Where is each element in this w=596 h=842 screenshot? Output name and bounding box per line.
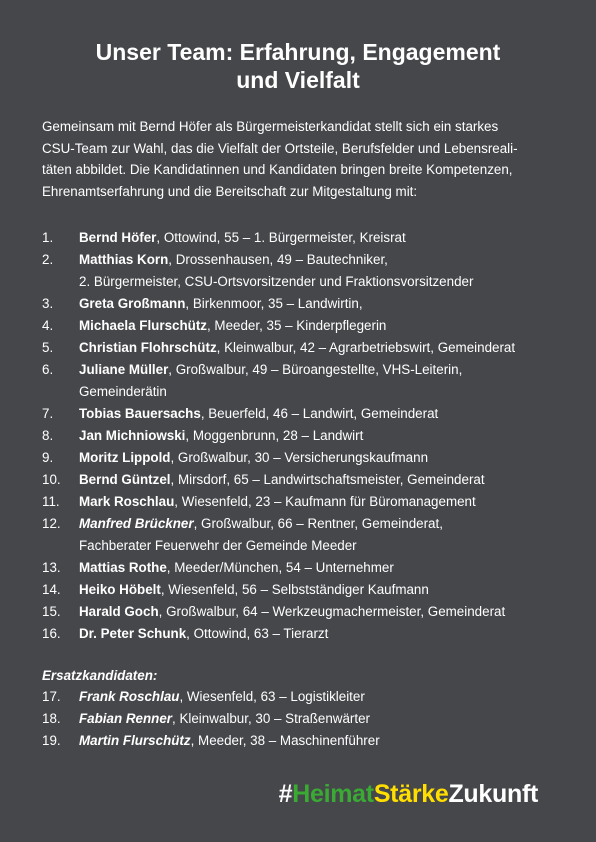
candidate-detail: , Beuerfeld, 46 – Landwirt, Gemeinderat [200,406,439,421]
candidate-name: Moritz Lippold [79,450,171,465]
candidate-name: Juliane Müller [79,362,169,377]
list-item [42,249,562,293]
list-item-number: 7. [42,406,54,421]
candidate-name: Manfred Brückner [79,516,194,531]
candidate-list [42,227,562,645]
candidate-name: Mark Roschlau [79,494,175,509]
candidate-name: Bernd Höfer [79,230,157,245]
candidate-name: Tobias Bauersachs [79,406,201,421]
candidate-detail: , Kleinwalbur, 30 – Straßenwärter [172,711,370,726]
list-item [42,579,562,601]
candidate-detail: , Meeder, 38 – Maschinenführer [190,733,380,748]
candidate-name: Fabian Renner [79,711,173,726]
candidate-detail: , Großwalbur, 49 – Büroangestellte, VHS-Leiterin, [168,362,463,377]
candidate-detail: , Meeder, 35 – Kinderpflegerin [206,318,387,333]
list-item-number: 17. [42,689,61,704]
list-item [42,708,562,730]
candidate-detail: , Ottowind, 55 – 1. Bürgermeister, Kreisrat [156,230,406,245]
list-item-number: 14. [42,582,61,597]
page-title [40,38,556,94]
list-item [42,315,562,337]
list-item-number: 3. [42,296,54,311]
candidate-detail-continued: Gemeinderätin [79,384,167,399]
list-item-number: 13. [42,560,61,575]
candidate-name: Frank Roschlau [79,689,180,704]
list-item [42,337,562,359]
candidate-name: Greta Großmann [79,296,186,311]
list-item-number: 16. [42,626,61,641]
list-item [42,730,562,752]
candidate-name: Mattias Rothe [79,560,167,575]
list-item [42,469,562,491]
candidate-name: Martin Flurschütz [79,733,191,748]
list-item [42,513,562,557]
list-item [42,623,562,645]
list-item-number: 4. [42,318,54,333]
list-item [42,447,562,469]
list-item-number: 6. [42,362,54,377]
title-line-2: und Vielfalt [236,67,360,93]
list-item-number: 2. [42,252,54,267]
hashtag-part: Heimat [292,780,374,808]
candidate-name: Dr. Peter Schunk [79,626,187,641]
list-item [42,359,562,403]
list-item [42,601,562,623]
candidate-detail: , Großwalbur, 66 – Rentner, Gemeinderat, [193,516,443,531]
list-item-number: 15. [42,604,61,619]
list-item-number: 19. [42,733,61,748]
candidate-detail: , Großwalbur, 64 – Werkzeugmachermeister, Gemeinderat [158,604,506,619]
candidate-detail: , Birkenmoor, 35 – Landwirtin, [185,296,363,311]
list-item [42,227,562,249]
list-item-number: 12. [42,516,61,531]
candidate-detail: , Drossenhausen, 49 – Bautechniker, [168,252,388,267]
list-item [42,491,562,513]
candidate-name: Harald Goch [79,604,159,619]
candidate-detail: , Wiesenfeld, 56 – Selbstständiger Kaufmann [160,582,429,597]
list-item-number: 1. [42,230,54,245]
candidate-name: Christian Flohrschütz [79,340,217,355]
candidate-name: Michaela Flurschütz [79,318,207,333]
list-item [42,293,562,315]
intro-line: Ehrenamtserfahrung und die Bereitschaft zur Mitgestaltung mit: [42,183,418,199]
candidate-name: Jan Michniowski [79,428,186,443]
candidate-detail-continued: 2. Bürgermeister, CSU-Ortsvorsitzender und Fraktionsvorsitzender [79,274,474,289]
list-item-number: 8. [42,428,54,443]
list-item-number: 10. [42,472,61,487]
list-item-number: 11. [42,494,60,509]
list-item [42,557,562,579]
intro-line: CSU-Team zur Wahl, das die Vielfalt der Ortsteile, Berufsfelder und Lebensreali- [42,140,518,156]
title-line-1: Unser Team: Erfahrung, Engagement [95,39,501,65]
list-item-number: 9. [42,450,54,465]
candidate-name: Bernd Güntzel [79,472,171,487]
candidate-detail: , Wiesenfeld, 63 – Logistikleiter [179,689,365,704]
list-item [42,425,562,447]
candidate-detail: , Kleinwalbur, 42 – Agrarbetriebswirt, Gemeinderat [216,340,516,355]
list-item-number: 5. [42,340,54,355]
hashtag-part: Zukunft [448,780,538,808]
candidate-detail: , Meeder/München, 54 – Unternehmer [166,560,394,575]
substitute-list [42,686,562,752]
intro-line: Gemeinsam mit Bernd Höfer als Bürgermeisterkandidat stellt sich ein starkes [42,119,499,134]
intro-paragraph [42,116,558,202]
intro-line: täten abbildet. Die Kandidatinnen und Kandidaten bringen breite Kompetenzen, [42,162,513,177]
candidate-detail-continued: Fachberater Feuerwehr der Gemeinde Meeder [79,538,357,553]
campaign-hashtag [279,780,538,809]
candidate-detail: , Mirsdorf, 65 – Landwirtschaftsmeister, Gemeinderat [170,472,485,487]
candidate-name: Matthias Korn [79,252,169,267]
list-item [42,686,562,708]
candidate-detail: , Ottowind, 63 – Tierarzt [186,626,329,641]
candidate-detail: , Großwalbur, 30 – Versicherungskaufmann [170,450,429,465]
candidate-name: Heiko Höbelt [79,582,161,597]
list-item [42,403,562,425]
hashtag-part: Stärke [373,780,449,808]
list-item-number: 18. [42,711,61,726]
substitutes-heading: Ersatzkandidaten: [42,668,158,683]
hashtag-part: # [278,780,293,808]
candidate-detail: , Wiesenfeld, 23 – Kaufmann für Büromanagement [174,494,476,509]
candidate-detail: , Moggenbrunn, 28 – Landwirt [185,428,364,443]
